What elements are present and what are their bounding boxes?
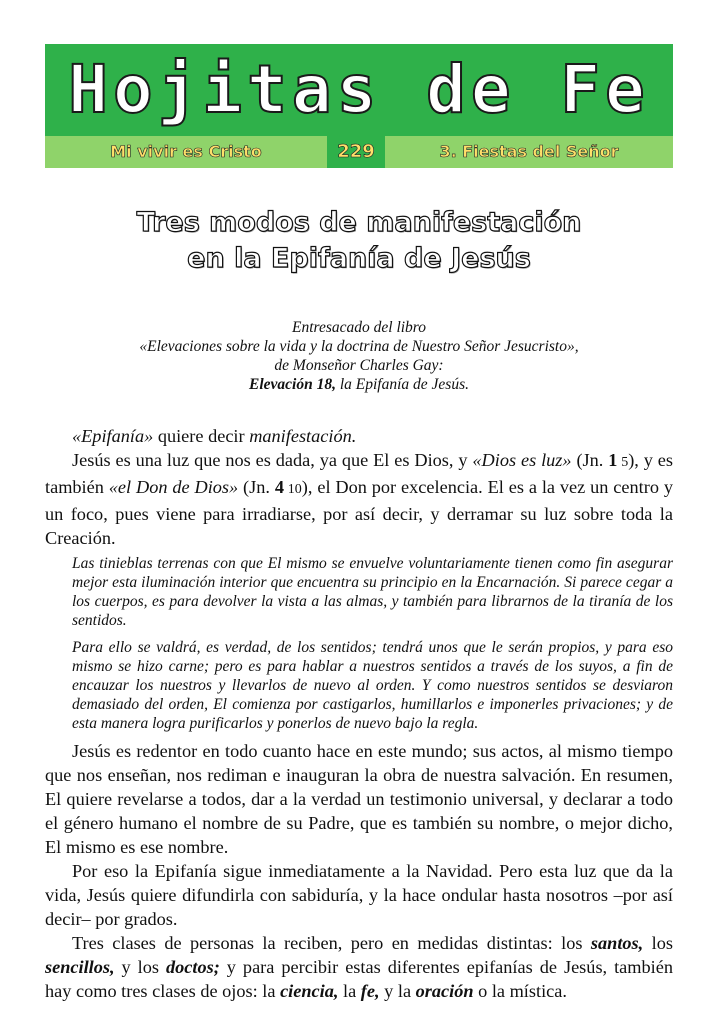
series-motto: Mi vivir es Cristo: [110, 142, 262, 161]
block-quote-2: Para ello se valdrá, es verdad, de los sentidos; tendrá unos que le serán propios, y para eso mismo se hizo carne; pero es para hablar a nuestros sentidos a través de los suyos, a fin de encauzar los nuestros y llevarlos de nuevo al orden. Y como nuestros sentidos se desviaron demasiado del orden, El comienza por castigarlos, humillarlos e imponerles privaciones; y de esta manera logra purificarlos y ponerlos de nuevo bajo la regla.: [72, 639, 673, 732]
source-line-3: de Monseñor Charles Gay:: [274, 357, 444, 374]
term-sencillos: sencillos,: [45, 957, 115, 977]
block-quote-1: Las tinieblas terrenas con que El mismo se envuelve voluntariamente tienen como fin asegurar mejor esta iluminación interior que encuentra su principio en la Encarnación. Si parece cegar a los cuerpos, es para devolver la vista a las almas, y también para librarnos de la tiranía de los sentidos.: [72, 555, 673, 629]
publication-title: Hojitas de Fe: [68, 51, 650, 128]
text-run: la: [338, 981, 361, 1001]
text-run: ), y es también: [45, 450, 674, 497]
text-run: los: [643, 933, 673, 953]
paragraph-4: Por eso la Epifanía sigue inmediatamente a la Navidad. Pero esta luz que da la vida, Jesús quiere difundirla con sabiduría, y la hace ondular hasta nosotros –por así decir– por grados.: [45, 861, 673, 929]
text-run: (Jn.: [571, 450, 609, 470]
source-line-1: Entresacado del libro: [291, 319, 427, 336]
article-title-line-1: Tres modos de manifestación: [136, 207, 582, 238]
chapter-ref: 4: [274, 477, 284, 497]
source-line-2: «Elevaciones sobre la vida y la doctrina de Nuestro Señor Jesucristo»,: [139, 338, 579, 355]
source-chapter-title: la Epifanía de Jesús.: [335, 376, 469, 393]
text-run: o la mística.: [473, 981, 567, 1001]
text-run: Tres clases de personas la reciben, pero en medidas distintas: los: [72, 933, 591, 953]
text-run: ), el Don por excelencia. El es a la vez un centro y un foco, pues viene para irradiarse, por así decir, y derramar su luz sobre toda la Creación.: [45, 477, 673, 548]
term-oracion: oración: [415, 981, 474, 1001]
text-run: quiere decir: [153, 426, 250, 446]
verse-ref: 10: [283, 482, 302, 497]
term-doctos: doctos;: [166, 957, 220, 977]
term-manifestacion: manifestación.: [249, 426, 357, 446]
text-run: y los: [114, 957, 166, 977]
source-line-4: [45, 375, 673, 394]
text-run: y para percibir estas diferentes epifanías de Jesús, también hay como tres clases de ojos: la: [45, 957, 673, 1001]
text-run: y la: [379, 981, 416, 1001]
paragraph-3: Jesús es redentor en todo cuanto hace en este mundo; sus actos, al mismo tiempo que nos enseñan, nos rediman e inauguran la obra de nuestra salvación. En resumen, El quiere revelarse a todos, dar a la verdad un testimonio universal, y declarar a todo el género humano el nombre de su Padre, que es también su nombre, o mejor dicho, El mismo es ese nombre.: [45, 741, 673, 857]
chapter-ref: 1: [608, 450, 618, 470]
header-subbar: [45, 136, 673, 168]
term-epifania: «Epifanía»: [72, 426, 154, 446]
source-citation: [45, 318, 673, 394]
quote-run: «el Don de Dios»: [108, 477, 239, 497]
verse-ref: 5: [617, 455, 629, 470]
text-run: (Jn.: [238, 477, 275, 497]
source-chapter: Elevación 18,: [249, 376, 336, 393]
paragraph-2: [45, 448, 673, 550]
text-run: Jesús es una luz que nos es dada, ya que El es Dios, y: [72, 450, 473, 470]
header-banner: [45, 44, 673, 168]
term-fe: fe,: [360, 981, 380, 1001]
article-body: [45, 424, 673, 1003]
article-title-line-2: en la Epifanía de Jesús: [187, 243, 531, 274]
issue-number: 229: [327, 136, 385, 168]
article-title: [45, 205, 673, 277]
quote-run: «Dios es luz»: [472, 450, 572, 470]
term-santos: santos,: [590, 933, 644, 953]
series-section: 3. Fiestas del Señor: [439, 142, 619, 161]
paragraph-1: [45, 424, 673, 448]
paragraph-5: [45, 931, 673, 1003]
term-ciencia: ciencia,: [280, 981, 339, 1001]
